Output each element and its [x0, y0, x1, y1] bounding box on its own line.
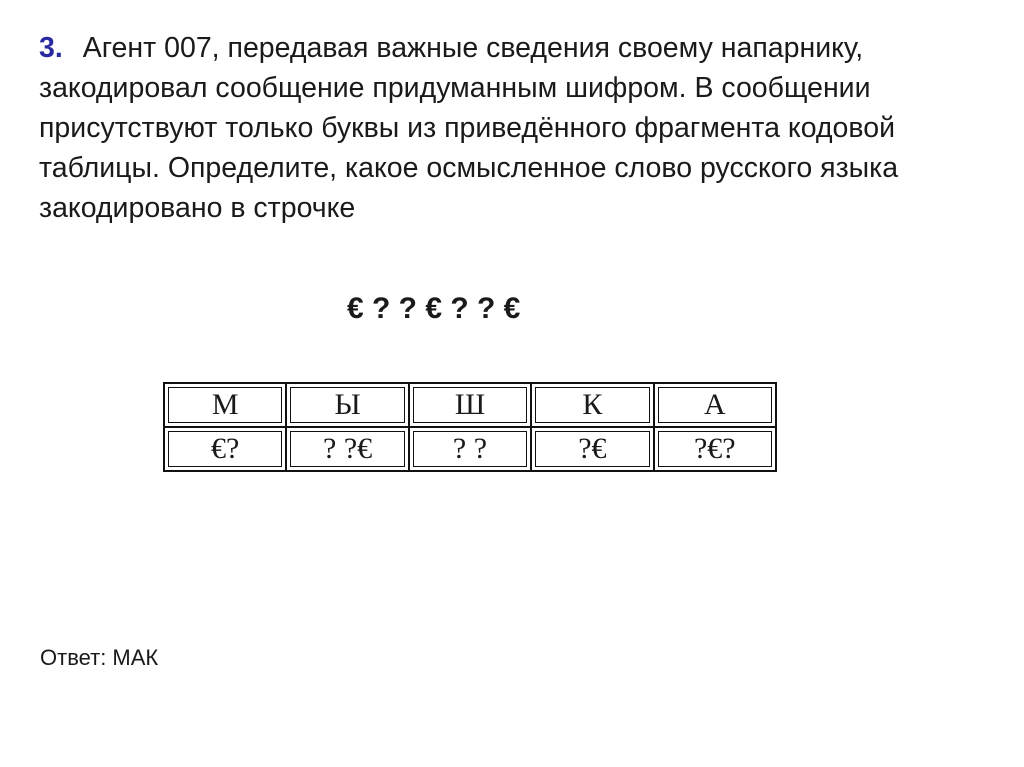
code-cell: ? ?€ — [286, 427, 408, 471]
code-cell: ?€? — [654, 427, 776, 471]
question-text: Агент 007, передавая важные сведения своему напарнику, закодировал сообщение придуманным шифром. В сообщении присутствуют только буквы из приведённого фрагмента кодовой таблицы. Определите, какое осмысленное слово русского языка закодировано в строчке — [39, 32, 899, 224]
code-cell: ?€ — [531, 427, 653, 471]
letter-cell: М — [164, 383, 286, 427]
letter-cell: А — [654, 383, 776, 427]
letter-cell: К — [531, 383, 653, 427]
question-text-block — [39, 28, 1014, 228]
code-table-codes-row — [164, 427, 776, 471]
letter-cell: Ш — [409, 383, 531, 427]
answer-text: Ответ: МАК — [40, 645, 159, 670]
code-table — [163, 382, 777, 472]
code-cell: €? — [164, 427, 286, 471]
encoded-string: € ? ? € ? ? € — [347, 292, 521, 325]
code-cell: ? ? — [409, 427, 531, 471]
letter-cell: Ы — [286, 383, 408, 427]
code-table-letters-row — [164, 383, 776, 427]
question-number: 3. — [39, 32, 63, 64]
